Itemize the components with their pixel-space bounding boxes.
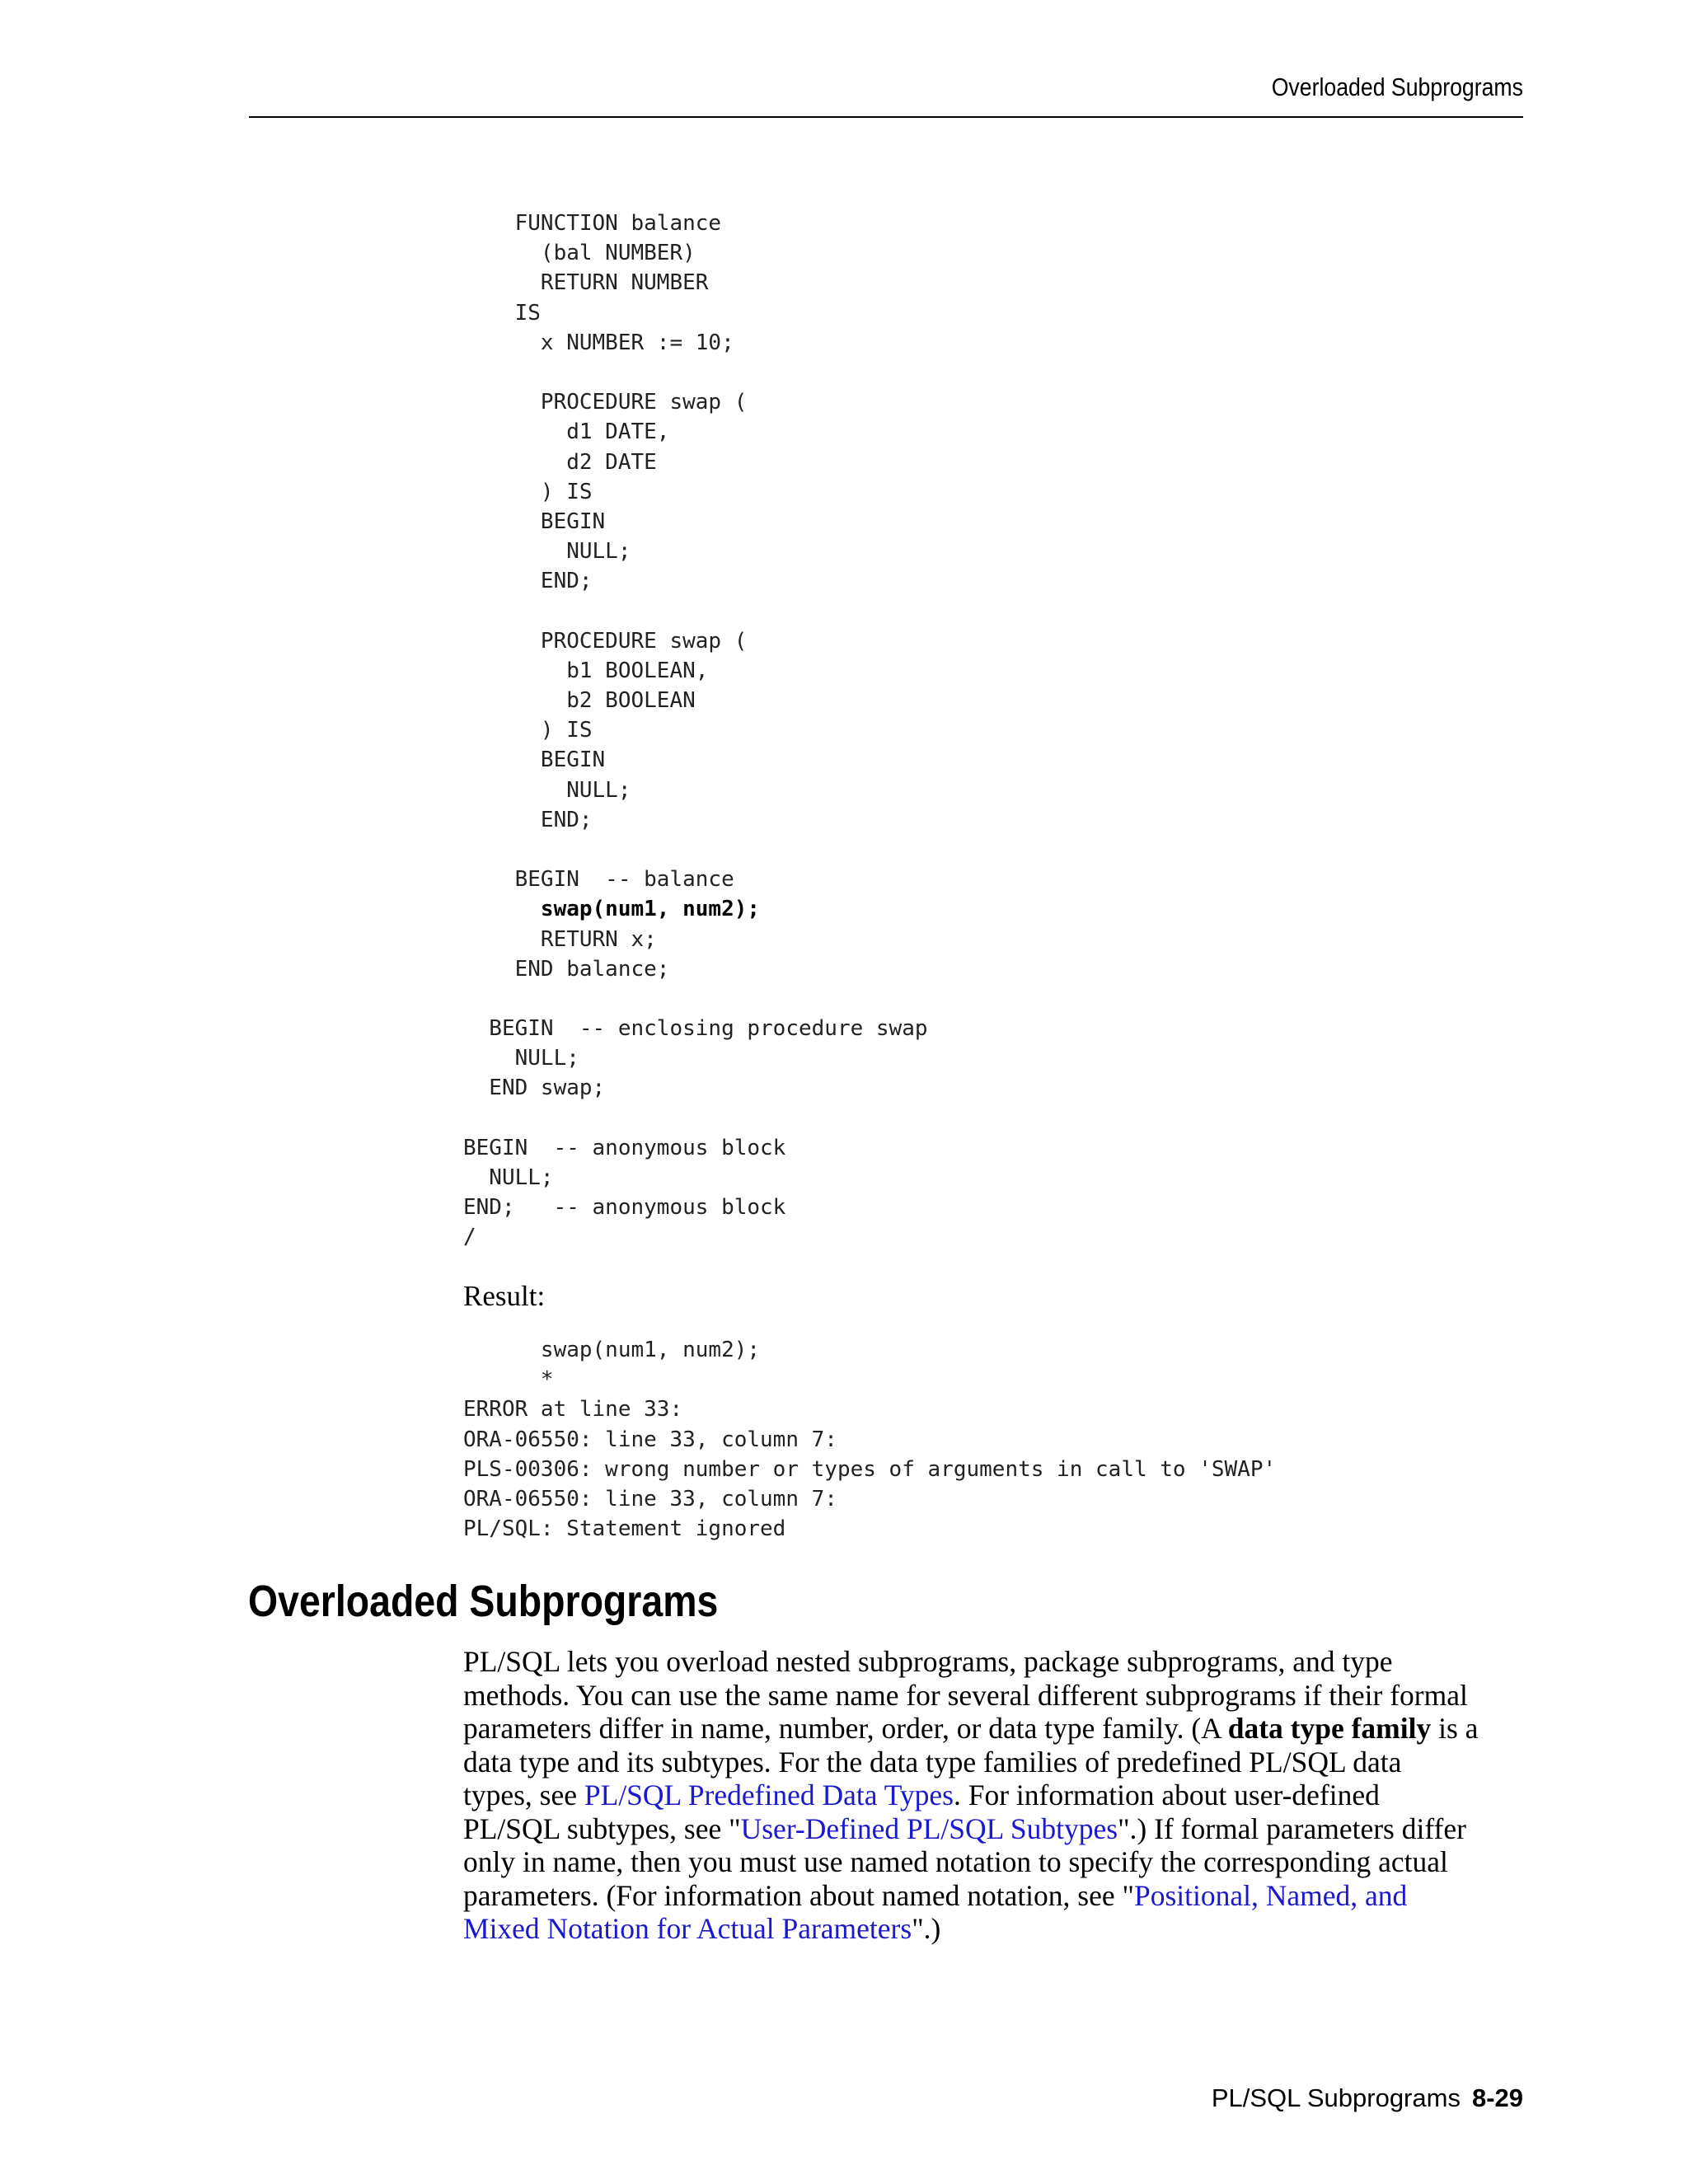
code-line: BEGIN xyxy=(463,748,606,773)
code-line: IS xyxy=(463,300,541,326)
code-line: NULL; xyxy=(463,1046,579,1071)
running-header: Overloaded Subprograms xyxy=(1271,73,1523,101)
section-heading: Overloaded Subprograms xyxy=(248,1577,719,1626)
code-example xyxy=(463,209,928,1253)
code-line: BEGIN -- enclosing procedure swap xyxy=(463,1016,928,1042)
para-text: parameters differ in name, number, order, or data type family. (A xyxy=(463,1712,1228,1745)
page-number: 8-29 xyxy=(1471,2083,1523,2112)
code-line: d1 DATE, xyxy=(463,419,670,445)
para-line: PL/SQL lets you overload nested subprograms, package subprograms, and type xyxy=(463,1645,1393,1678)
link-positional-named-notation[interactable]: Positional, Named, and xyxy=(1134,1878,1408,1912)
code-line: (bal NUMBER) xyxy=(463,241,696,266)
para-text: . For information about user-defined xyxy=(953,1779,1380,1811)
link-mixed-notation[interactable]: Mixed Notation for Actual Parameters xyxy=(463,1912,912,1945)
para-text: is a xyxy=(1431,1712,1479,1745)
para-line xyxy=(463,1779,1535,1812)
para-text: PL/SQL subtypes, see " xyxy=(463,1811,741,1845)
para-text: types, see xyxy=(463,1779,584,1811)
code-line: FUNCTION balance xyxy=(463,211,722,236)
result-label: Result: xyxy=(463,1280,546,1312)
code-line: BEGIN xyxy=(463,509,606,534)
code-line: swap(num1, num2); xyxy=(463,897,761,922)
footer-chapter: PL/SQL Subprograms xyxy=(1211,2083,1461,2112)
para-text: parameters. (For information about named notation, see " xyxy=(463,1878,1134,1912)
link-user-defined-subtypes[interactable]: User-Defined PL/SQL Subtypes xyxy=(740,1811,1118,1845)
code-line: RETURN x; xyxy=(463,926,657,952)
para-line xyxy=(463,1912,1535,1946)
result-line: PL/SQL: Statement ignored xyxy=(463,1516,786,1542)
para-line xyxy=(463,1712,1535,1746)
code-line xyxy=(463,984,928,1014)
code-line: x NUMBER := 10; xyxy=(463,330,734,355)
para-line xyxy=(463,1879,1535,1913)
term-data-type-family: data type family xyxy=(1227,1712,1432,1745)
code-line: RETURN NUMBER xyxy=(463,270,709,296)
para-text: ".) xyxy=(912,1912,941,1945)
code-line xyxy=(463,596,928,626)
code-line: BEGIN -- balance xyxy=(463,867,734,893)
link-predefined-data-types[interactable]: PL/SQL Predefined Data Types xyxy=(584,1779,954,1811)
code-line: d2 DATE xyxy=(463,449,657,475)
code-line: NULL; xyxy=(463,1165,554,1190)
result-output xyxy=(463,1335,1276,1544)
code-line: ) IS xyxy=(463,479,593,504)
result-line: swap(num1, num2); xyxy=(463,1338,761,1362)
code-line: BEGIN -- anonymous block xyxy=(463,1135,786,1160)
code-line: END; -- anonymous block xyxy=(463,1195,786,1221)
code-line xyxy=(463,835,928,865)
code-line: END; xyxy=(463,569,593,594)
para-line xyxy=(463,1812,1535,1846)
result-line: ORA-06550: line 33, column 7: xyxy=(463,1427,837,1452)
code-line: / xyxy=(463,1225,476,1250)
code-line: b2 BOOLEAN xyxy=(463,688,696,713)
result-line: ORA-06550: line 33, column 7: xyxy=(463,1486,837,1511)
code-line: NULL; xyxy=(463,777,631,803)
code-line: ) IS xyxy=(463,718,593,743)
code-line: b1 BOOLEAN, xyxy=(463,658,709,683)
para-line: methods. You can use the same name for several different subprograms if their formal xyxy=(463,1678,1468,1712)
code-line xyxy=(463,358,928,387)
para-text: ".) If formal parameters differ xyxy=(1118,1811,1466,1845)
result-line: ERROR at line 33: xyxy=(463,1397,683,1422)
code-line: PROCEDURE swap ( xyxy=(463,628,748,654)
para-line: only in name, then you must use named notation to specify the corresponding actual xyxy=(463,1845,1448,1878)
page-footer xyxy=(1212,2083,1523,2113)
code-line: END; xyxy=(463,807,593,832)
body-paragraph xyxy=(463,1645,1535,1946)
result-line: PLS-00306: wrong number or types of arguments in call to 'SWAP' xyxy=(463,1456,1277,1482)
para-line: data type and its subtypes. For the data type families of predefined PL/SQL data xyxy=(463,1745,1402,1779)
code-line: END swap; xyxy=(463,1076,606,1101)
code-line: PROCEDURE swap ( xyxy=(463,390,748,415)
code-line: NULL; xyxy=(463,539,631,565)
header-rule xyxy=(249,116,1523,118)
result-line: * xyxy=(463,1367,554,1393)
code-line xyxy=(463,1104,928,1133)
code-line: END balance; xyxy=(463,956,670,982)
